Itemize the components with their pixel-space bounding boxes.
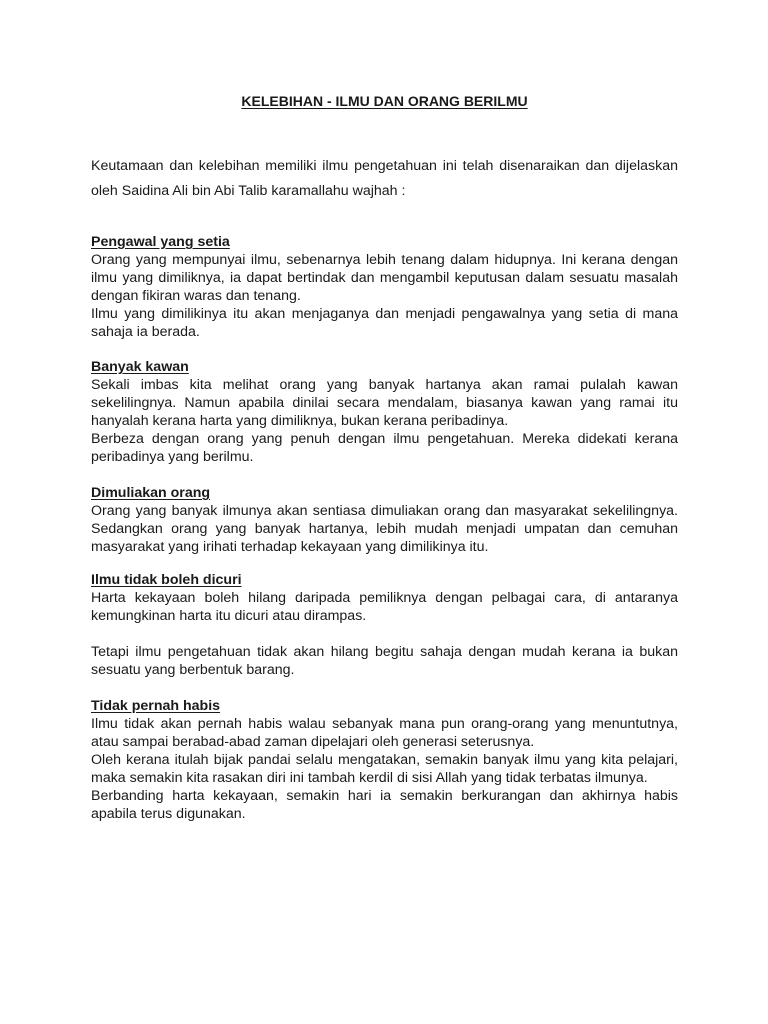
section-heading: Tidak pernah habis <box>91 698 221 714</box>
section-paragraph: Orang yang banyak ilmunya akan sentiasa dimuliakan orang dan masyarakat sekelilingnya. Sedangkan orang yang banyak hartanya, lebih mudah menjadi umpatan dan cemuhan masyarakat yang irihati terhadap kekayaan yang dimilikinya itu. <box>91 503 678 555</box>
section-paragraph: Orang yang mempunyai ilmu, sebenarnya lebih tenang dalam hidupnya. Ini kerana dengan ilmu yang dimiliknya, ia dapat bertindak dan mengambil keputusan dalam sesuatu masalah dengan fikiran waras dan tenang. <box>91 252 678 304</box>
section-dimuliakan-orang <box>91 484 678 556</box>
section-paragraph: Ilmu tidak akan pernah habis walau sebanyak mana pun orang-orang yang menuntutnya, atau sampai berabad-abad zaman dipelajari oleh generasi seterusnya. <box>91 716 678 750</box>
section-heading: Banyak kawan <box>91 359 189 375</box>
section-paragraph: Berbanding harta kekayaan, semakin hari ia semakin berkurangan dan akhirnya habis apabila terus digunakan. <box>91 788 678 822</box>
section-paragraph: Tetapi ilmu pengetahuan tidak akan hilang begitu sahaja dengan mudah kerana ia bukan sesuatu yang berbentuk barang. <box>91 644 678 678</box>
section-paragraph: Oleh kerana itulah bijak pandai selalu mengatakan, semakin banyak ilmu yang kita pelajari, maka semakin kita rasakan diri ini tambah kerdil di sisi Allah yang tidak terbatas ilmunya. <box>91 752 678 786</box>
section-heading: Pengawal yang setia <box>91 234 230 250</box>
section-paragraph: Harta kekayaan boleh hilang daripada pemiliknya dengan pelbagai cara, di antaranya kemungkinan harta itu dicuri atau dirampas. <box>91 590 678 624</box>
document-title-text: KELEBIHAN - ILMU DAN ORANG BERILMU <box>241 93 528 109</box>
section-paragraph: Ilmu yang dimilikinya itu akan menjaganya dan menjadi pengawalnya yang setia di mana sahaja ia berada. <box>91 306 678 340</box>
section-banyak-kawan <box>91 358 678 466</box>
section-ilmu-tidak-boleh-dicuri <box>91 571 678 679</box>
section-heading: Dimuliakan orang <box>91 485 211 501</box>
section-pengawal-yang-setia <box>91 233 678 341</box>
section-tidak-pernah-habis <box>91 697 678 823</box>
intro-paragraph: Keutamaan dan kelebihan memiliki ilmu pengetahuan ini telah disenaraikan dan dijelaskan oleh Saidina Ali bin Abi Talib karamallahu wajhah : <box>91 158 678 199</box>
section-heading: Ilmu tidak boleh dicuri <box>91 572 242 588</box>
section-paragraph: Sekali imbas kita melihat orang yang banyak hartanya akan ramai pulalah kawan sekelilingnya. Namun apabila dinilai secara mendalam, biasanya kawan yang ramai itu hanyalah kerana harta yang dimiliknya, bukan kerana peribadinya. <box>91 377 678 429</box>
section-paragraph: Berbeza dengan orang yang penuh dengan ilmu pengetahuan. Mereka didekati kerana peribadinya yang berilmu. <box>91 431 678 465</box>
document-title <box>91 93 678 110</box>
